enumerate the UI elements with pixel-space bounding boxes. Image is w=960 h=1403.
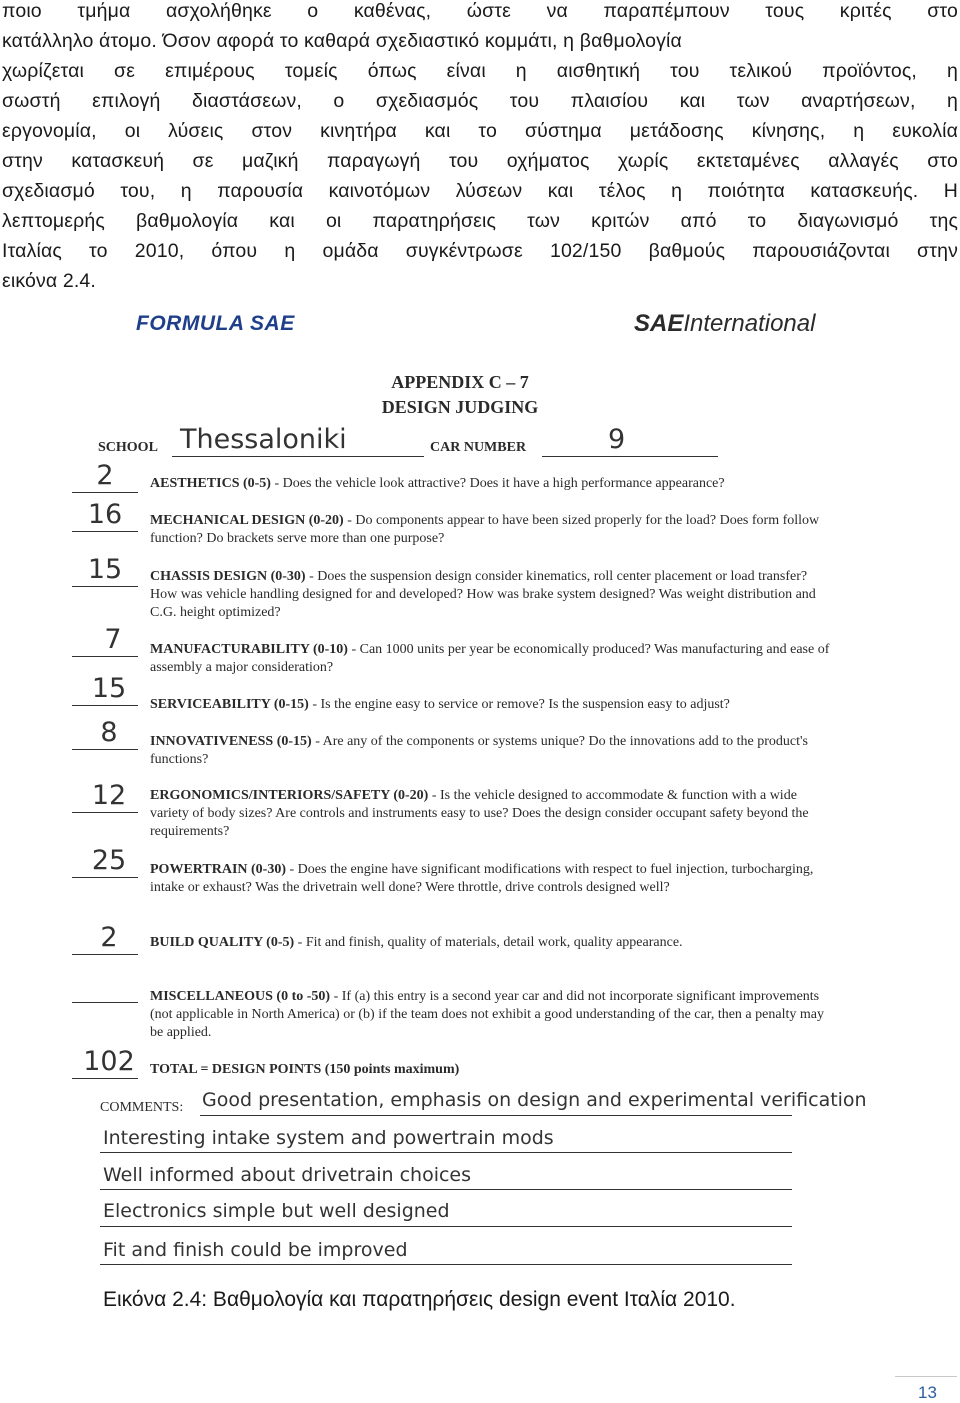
criterion-ergonomics [150, 787, 830, 841]
car-number-value: 9 [608, 424, 626, 455]
criterion-text: - Does the suspension design consider kinematics, roll center placement or load transfer? How was vehicle handling designed for and developed? How was brake system designed? Was weight distribution and C.G. height optimized? [150, 569, 816, 620]
page-number-rule [895, 1376, 957, 1377]
criterion-text: - Are any of the components or systems unique? Do the innovations add to the product's functions? [150, 734, 809, 767]
criterion-text: - Does the engine have significant modifications with respect to fuel injection, turbocharging, intake or exhaust? Was the drivetrain well done? Were throttle, drive controls designed well? [150, 862, 814, 895]
criterion-title: TOTAL = DESIGN POINTS (150 points maximum) [150, 1062, 460, 1077]
criterion-title: MISCELLANEOUS (0 to -50) [150, 989, 331, 1004]
score-underline [72, 1078, 138, 1079]
criterion-miscellaneous [150, 988, 830, 1042]
sae-international-logo [634, 310, 815, 338]
criterion-aesthetics [150, 475, 830, 493]
intro-line: σωστή επιλογή διαστάσεων, ο σχεδιασμός του πλαισίου και των αναρτήσεων, η [2, 90, 958, 112]
comment-line: Fit and finish could be improved [103, 1239, 408, 1261]
design-judging-title: DESIGN JUDGING [381, 397, 539, 417]
criterion-title: INNOVATIVENESS (0-15) [150, 734, 312, 749]
intro-line: χωρίζεται σε επιμέρους τομείς όπως είναι η αισθητική του τελικού προϊόντος, η [2, 60, 958, 82]
intro-line: ποιο τμήμα ασχολήθηκε ο καθένας, ώστε να παραπέμπουν τους κριτές στο [2, 0, 958, 22]
criterion-title: MANUFACTURABILITY (0-10) [150, 642, 348, 657]
page-number: 13 [918, 1383, 937, 1402]
criterion-title: POWERTRAIN (0-30) [150, 862, 287, 877]
comment-underline [100, 1264, 792, 1265]
intro-line: κατάλληλο άτομο. Όσον αφορά το καθαρά σχεδιαστικό κομμάτι, η βαθμολογία [2, 30, 682, 52]
intro-line: εικόνα 2.4. [2, 270, 96, 292]
score-underline [72, 877, 138, 878]
score-innovativeness: 8 [100, 717, 118, 748]
criterion-build-quality [150, 934, 830, 952]
comment-underline [200, 1115, 792, 1116]
score-underline [72, 812, 138, 813]
school-label: SCHOOL [98, 440, 158, 455]
comment-line: Interesting intake system and powertrain mods [103, 1127, 554, 1149]
school-value: Thessaloniki [180, 424, 347, 455]
score-mechanical: 16 [87, 499, 123, 530]
appendix-title: APPENDIX C – 7 [391, 372, 529, 392]
criterion-title: AESTHETICS (0-5) [150, 476, 271, 491]
intro-line: λεπτομερής βαθμολογία και οι παρατηρήσεις των κριτών από το διαγωνισμό της [2, 210, 958, 232]
figure-caption: Εικόνα 2.4: Βαθμολογία και παρατηρήσεις design event Ιταλία 2010. [103, 1288, 736, 1311]
comment-line: Electronics simple but well designed [103, 1200, 450, 1222]
comment-line: Good presentation, emphasis on design and experimental verification [202, 1089, 867, 1111]
criterion-text: - If (a) this entry is a second year car and did not incorporate significant improvements (not applicable in North America) or (b) if the team does not exhibit a good understanding of the car, then a penalty may be applied. [150, 989, 824, 1040]
score-underline [72, 954, 138, 955]
criterion-title: BUILD QUALITY (0-5) [150, 935, 295, 950]
comment-line: Well informed about drivetrain choices [103, 1164, 472, 1186]
criterion-manufacturability [150, 641, 830, 677]
criterion-text: - Can 1000 units per year be economically produced? Was manufacturing and ease of assembly a major consideration? [150, 642, 830, 675]
score-underline [72, 1002, 138, 1003]
score-underline [72, 705, 138, 706]
score-underline [72, 749, 138, 750]
comment-underline [100, 1152, 792, 1153]
score-manufacturability: 7 [104, 624, 122, 655]
car-number-underline [542, 456, 718, 457]
criterion-text: - Do components appear to have been sized properly for the load? Does form follow function? Do brackets serve more than one purpose? [150, 513, 820, 546]
score-underline [72, 492, 138, 493]
comments-label: COMMENTS: [100, 1100, 184, 1115]
sae-logo-mark: SAE [634, 310, 684, 337]
criterion-total [150, 1061, 830, 1079]
criterion-chassis [150, 568, 830, 622]
criterion-text: - Is the engine easy to service or remove? Is the suspension easy to adjust? [308, 697, 730, 712]
intro-line: σχεδιασμό του, η παρουσία καινοτόμων λύσεων και τέλος η ποιότητα κατασκευής. Η [2, 180, 958, 202]
criterion-text: - Does the vehicle look attractive? Does it have a high performance appearance? [270, 476, 725, 491]
sae-logo-text: International [683, 310, 816, 337]
criterion-text: - Is the vehicle designed to accommodate & function with a wide variety of body sizes? Are controls and instruments easy to use? Does the design consider occupant safety beyond the requirements? [150, 788, 809, 839]
criterion-title: CHASSIS DESIGN (0-30) [150, 569, 306, 584]
score-ergonomics: 12 [91, 780, 127, 811]
score-chassis: 15 [87, 554, 123, 585]
score-build-quality: 2 [100, 922, 118, 953]
comment-underline [100, 1226, 792, 1227]
car-number-label: CAR NUMBER [430, 440, 527, 455]
criterion-innovativeness [150, 733, 830, 769]
criterion-powertrain [150, 861, 830, 897]
score-aesthetics: 2 [96, 460, 114, 491]
score-total: 102 [83, 1046, 135, 1077]
comment-underline [100, 1189, 792, 1190]
criterion-title: MECHANICAL DESIGN (0-20) [150, 513, 344, 528]
criterion-title: ERGONOMICS/INTERIORS/SAFETY (0-20) [150, 788, 429, 803]
intro-line: Ιταλίας το 2010, όπου η ομάδα συγκέντρωσε 102/150 βαθμούς παρουσιάζονται στην [2, 240, 958, 262]
criterion-title: SERVICEABILITY (0-15) [150, 697, 309, 712]
score-underline [72, 586, 138, 587]
score-serviceability: 15 [91, 673, 127, 704]
intro-line: στην κατασκευή σε μαζική παραγωγή του οχήματος χωρίς εκτεταμένες αλλαγές στο [2, 150, 958, 172]
criterion-mechanical [150, 512, 830, 548]
score-powertrain: 25 [91, 845, 127, 876]
formula-sae-logo: FORMULA SAE [136, 312, 295, 335]
school-underline [172, 456, 424, 457]
criterion-text: - Fit and finish, quality of materials, detail work, quality appearance. [294, 935, 683, 950]
score-underline [72, 531, 138, 532]
intro-paragraph [2, 0, 958, 296]
criterion-serviceability [150, 696, 830, 714]
score-underline [72, 656, 138, 657]
intro-line: εργονομία, οι λύσεις στον κινητήρα και το σύστημα μετάδοσης κίνησης, η ευκολία [2, 120, 958, 142]
